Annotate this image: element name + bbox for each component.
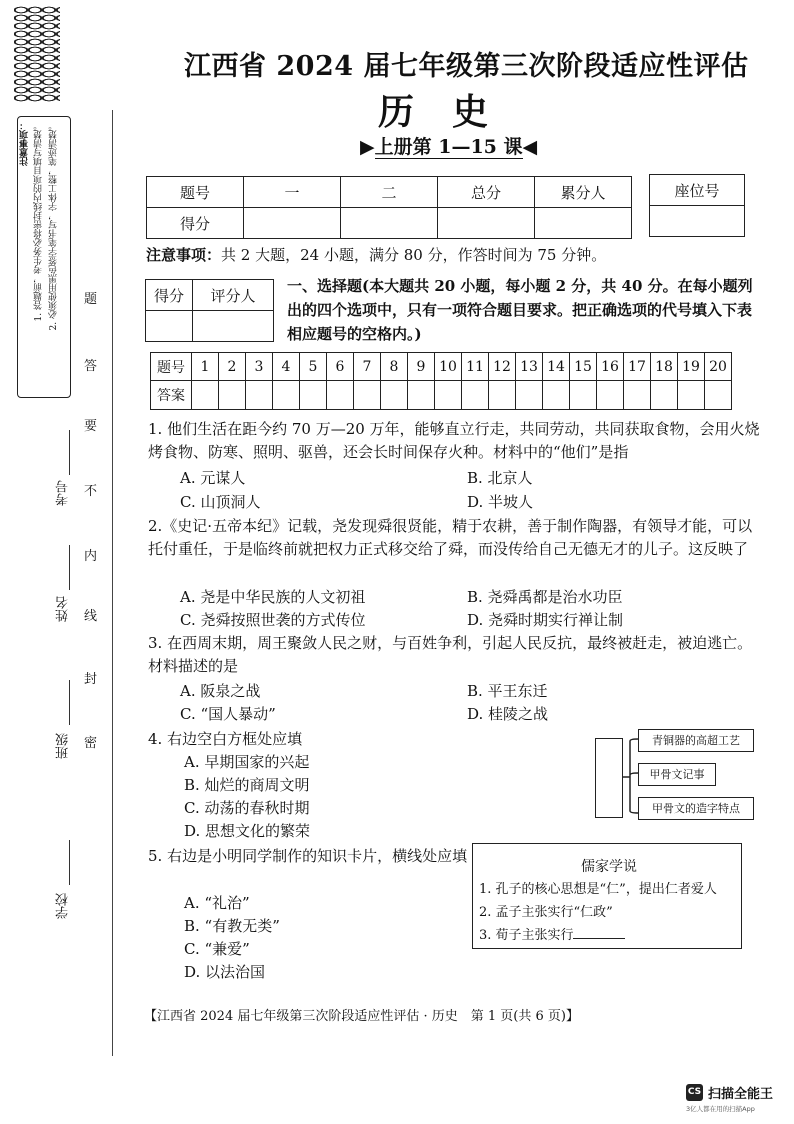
score-cell[interactable]	[244, 208, 341, 239]
question-3-option-b[interactable]: B. 平王东迁	[467, 682, 548, 700]
exam-notice	[146, 244, 606, 265]
question-3-stem: 3. 在西周末期，周王聚敛人民之财，与百姓争利，引起人民反抗，最终被赶走，被迫逃亡。材料描述的是	[148, 634, 753, 675]
answer-grid-cell[interactable]	[327, 381, 354, 410]
seal-char: 线	[84, 609, 98, 624]
knowledge-card-title: 儒家学说	[581, 859, 637, 875]
camscanner-name: 扫描全能王	[708, 1087, 774, 1102]
answer-grid-number: 5	[300, 353, 327, 381]
answer-grid-number: 9	[408, 353, 435, 381]
answer-grid-cell[interactable]	[651, 381, 678, 410]
answer-grid-cell[interactable]	[516, 381, 543, 410]
question-5-option-c[interactable]: C. “兼爱”	[184, 940, 250, 958]
binding-notice-1: 1. 答题前，考生务必将密封线内的项目填写清楚。	[34, 121, 44, 322]
seal-line	[112, 110, 113, 1056]
score-cell[interactable]	[535, 208, 632, 239]
answer-grid-number: 15	[570, 353, 597, 381]
score-cell[interactable]	[438, 208, 535, 239]
seal-char: 内	[84, 549, 98, 564]
question-5-option-d[interactable]: D. 以法治国	[184, 963, 266, 981]
question-4-option-d[interactable]: D. 思想文化的繁荣	[184, 822, 311, 840]
score-row-label: 得分	[147, 208, 244, 239]
answer-grid-cell[interactable]	[570, 381, 597, 410]
seal-char: 密	[84, 736, 98, 751]
answer-grid-cell[interactable]	[354, 381, 381, 410]
exam-title: 江西省 2024 届七年级第三次阶段适应性评估	[184, 51, 749, 82]
score-table	[146, 176, 632, 239]
question-1-option-c[interactable]: C. 山顶洞人	[180, 493, 261, 511]
question-3-option-a[interactable]: A. 阪泉之战	[180, 682, 261, 700]
scope-text: 上册第 1—15 课	[374, 136, 523, 158]
binding-notice-2: 2. 必须使用黑色签字笔书写，字体工整，笔迹清楚。	[49, 121, 59, 331]
answer-grid-number: 3	[246, 353, 273, 381]
question-4-option-a[interactable]: A. 早期国家的兴起	[184, 753, 310, 771]
answer-grid-number: 4	[273, 353, 300, 381]
binding-spiral	[14, 6, 60, 102]
answer-grid-cell[interactable]	[192, 381, 219, 410]
answer-grid-number: 14	[543, 353, 570, 381]
answer-grid-cell[interactable]	[462, 381, 489, 410]
binding-notice-title: 注意事项：	[20, 121, 30, 166]
answer-grid-q-label: 题号	[151, 353, 192, 381]
section-1-instructions: 一、选择题(本大题共 20 小题，每小题 2 分，共 40 分。在每小题列出的四个选项中，只有一项符合题目要求。把正确选项的代号填入下表相应题号的空格内。)	[287, 277, 753, 343]
score-header: 题号	[147, 177, 244, 208]
answer-grid-number: 12	[489, 353, 516, 381]
answer-grid-cell[interactable]	[597, 381, 624, 410]
question-2-option-a[interactable]: A. 尧是中华民族的人文初祖	[180, 588, 366, 606]
answer-grid-number: 13	[516, 353, 543, 381]
binding-notice-box	[17, 116, 71, 398]
question-4-diagram-item: 青铜器的高超工艺	[638, 729, 754, 752]
notice-text: 共 2 大题，24 小题，满分 80 分，作答时间为 75 分钟。	[221, 246, 607, 264]
question-2-stem: 2.《史记·五帝本纪》记载，尧发现舜很贤能，精于农耕，善于制作陶器，有领导才能，可以托付重任，于是临终前就把权力正式移交给了舜，而没传给自己无德无才的儿子。这反映了	[148, 517, 753, 558]
answer-grid-number: 1	[192, 353, 219, 381]
notice-label: 注意事项：	[146, 246, 222, 264]
seal-char: 封	[84, 672, 98, 687]
seal-char: 题	[84, 292, 98, 307]
answer-grid-number: 17	[624, 353, 651, 381]
seal-char: 要	[84, 419, 98, 434]
question-4-stem: 4. 右边空白方框处应填	[148, 730, 303, 748]
answer-grid-cell[interactable]	[489, 381, 516, 410]
question-4-blank-box	[595, 738, 623, 818]
question-4-option-b[interactable]: B. 灿烂的商周文明	[184, 776, 310, 794]
answer-grid-cell[interactable]	[381, 381, 408, 410]
exam-number-field-label: 考号	[56, 480, 71, 506]
answer-grid-cell[interactable]	[300, 381, 327, 410]
question-1-option-a[interactable]: A. 元谋人	[180, 469, 246, 487]
question-4-diagram-item: 甲骨文记事	[638, 763, 716, 786]
answer-grid-number: 16	[597, 353, 624, 381]
question-2-option-b[interactable]: B. 尧舜禹都是治水功臣	[467, 588, 623, 606]
question-5-option-b[interactable]: B. “有教无类”	[184, 917, 280, 935]
answer-grid-cell[interactable]	[678, 381, 705, 410]
seat-cell[interactable]	[650, 206, 745, 237]
answer-grid-cell[interactable]	[705, 381, 732, 410]
school-field-label: 学校	[56, 893, 71, 919]
score-header: 总分	[438, 177, 535, 208]
answer-grid-cell[interactable]	[219, 381, 246, 410]
page-footer: 【江西省 2024 届七年级第三次阶段适应性评估 · 历史 第 1 页(共 6 页)】	[144, 1009, 579, 1024]
question-2-option-d[interactable]: D. 尧舜时期实行禅让制	[467, 611, 624, 629]
name-field-label: 姓名	[56, 596, 71, 622]
class-field-label: 班级	[56, 733, 71, 759]
answer-grid-number: 19	[678, 353, 705, 381]
question-1-stem: 1. 他们生活在距今约 70 万—20 万年，能够直立行走，共同劳动，共同获取食物，会用火烧烤食物、防寒、照明、驱兽，还会长时间保存火种。材料中的“他们”是指	[148, 420, 760, 461]
grader-name-label: 评分人	[193, 280, 274, 311]
subject-title: 历史	[378, 91, 527, 133]
question-4-diagram-item: 甲骨文的造字特点	[638, 797, 754, 820]
answer-grid-number: 2	[219, 353, 246, 381]
school-field-line[interactable]	[69, 840, 70, 885]
camscanner-tagline: 3亿人都在用的扫描App	[686, 1105, 755, 1113]
knowledge-card-line: 2. 孟子主张实行“仁政”	[479, 905, 613, 920]
answer-grid-number: 7	[354, 353, 381, 381]
seal-char: 答	[84, 359, 98, 374]
seat-label: 座位号	[650, 175, 745, 206]
score-cell[interactable]	[341, 208, 438, 239]
answer-grid-number: 20	[705, 353, 732, 381]
score-header: 一	[244, 177, 341, 208]
answer-grid-number: 18	[651, 353, 678, 381]
scope-banner	[360, 132, 537, 159]
question-4-option-c[interactable]: C. 动荡的春秋时期	[184, 799, 310, 817]
score-header: 累分人	[535, 177, 632, 208]
question-2-option-c[interactable]: C. 尧舜按照世袭的方式传位	[180, 611, 366, 629]
question-1-option-d[interactable]: D. 半坡人	[467, 493, 534, 511]
grader-name-cell[interactable]	[193, 311, 274, 342]
answer-grid-number: 10	[435, 353, 462, 381]
grader-table	[145, 279, 274, 342]
answer-grid-number: 11	[462, 353, 489, 381]
answer-grid-cell[interactable]	[435, 381, 462, 410]
question-4-bracket	[620, 735, 640, 820]
answer-grid-number: 6	[327, 353, 354, 381]
grader-score-cell[interactable]	[146, 311, 193, 342]
answer-grid-cell[interactable]	[408, 381, 435, 410]
knowledge-card-blank[interactable]	[573, 938, 625, 939]
answer-grid-a-label: 答案	[151, 381, 192, 410]
score-header: 二	[341, 177, 438, 208]
name-field-line[interactable]	[69, 545, 70, 590]
knowledge-card	[472, 843, 742, 949]
exam-number-field-line[interactable]	[69, 430, 70, 475]
answer-grid	[150, 352, 732, 410]
question-1-option-b[interactable]: B. 北京人	[467, 469, 533, 487]
answer-grid-number: 8	[381, 353, 408, 381]
class-field-line[interactable]	[69, 680, 70, 725]
seal-char: 不	[84, 484, 98, 499]
answer-grid-cell[interactable]	[246, 381, 273, 410]
question-3-option-d[interactable]: D. 桂陵之战	[467, 705, 549, 723]
knowledge-card-line: 1. 孔子的核心思想是“仁”，提出仁者爱人	[479, 882, 717, 897]
answer-grid-cell[interactable]	[543, 381, 570, 410]
answer-grid-cell[interactable]	[624, 381, 651, 410]
question-5-option-a[interactable]: A. “礼治”	[184, 894, 250, 912]
camscanner-logo-icon: CS	[686, 1084, 703, 1101]
question-5-stem: 5. 右边是小明同学制作的知识卡片，横线处应填	[148, 847, 468, 865]
answer-grid-cell[interactable]	[273, 381, 300, 410]
triangle-right-icon: ▶	[360, 136, 375, 158]
seat-table	[649, 174, 745, 237]
question-3-option-c[interactable]: C. “国人暴动”	[180, 705, 276, 723]
grader-score-label: 得分	[146, 280, 193, 311]
triangle-left-icon: ◀	[522, 136, 538, 158]
knowledge-card-line: 3. 荀子主张实行	[479, 928, 574, 943]
